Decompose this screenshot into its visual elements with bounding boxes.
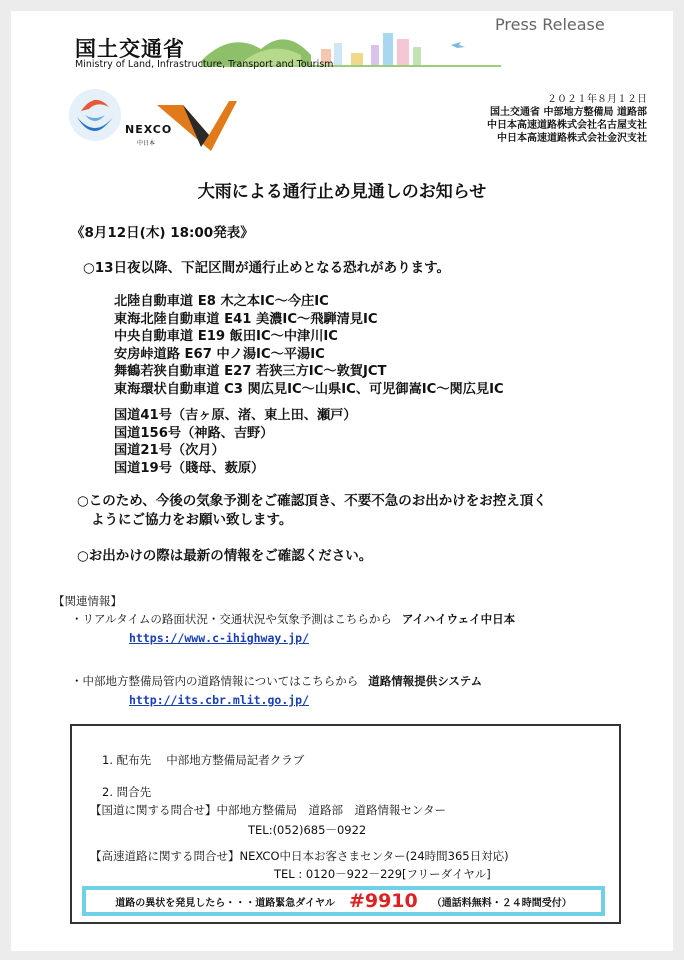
issuer-org: 中日本高速道路株式会社名古屋支社	[487, 120, 647, 131]
contact-box	[70, 724, 621, 924]
expressway-item: 舞鶴若狭自動車道 E27 若狭三方IC～敦賀JCT	[114, 364, 387, 379]
issue-date: ２０２１年８月１２日	[547, 94, 647, 105]
related-service-name: 道路情報提供システム	[368, 674, 483, 688]
related-info-item	[71, 611, 515, 627]
distribution-info: 1. 配布先 中部地方整備局記者クラブ	[102, 753, 305, 767]
expressway-item: 東海北陸自動車道 E41 美濃IC～飛騨清見IC	[114, 311, 378, 327]
expressway-list	[114, 293, 504, 398]
request-notice-line: ようにご協力をお願い致します。	[91, 512, 293, 528]
nexco-name: NEXCO	[125, 123, 173, 136]
publish-time: 《8月12日(木) 18:00発表》	[71, 225, 254, 241]
expressway-item: 安房峠道路 E67 中ノ湯IC～平湯IC	[114, 346, 325, 362]
national-road-inquiry: 【国道に関する問合せ】中部地方整備局 道路部 道路情報センター	[90, 803, 447, 817]
request-notice	[77, 492, 547, 530]
issuer-org: 国土交通省 中部地方整備局 道路部	[490, 107, 647, 118]
inquiry-label: 2. 問合先	[102, 785, 152, 799]
emergency-dial-banner	[82, 886, 605, 916]
national-road-item: 国道41号（吉ヶ原、渚、東上田、瀬戸）	[114, 408, 357, 423]
emergency-dial-text: 道路の異状を発見したら・・・道路緊急ダイヤル	[115, 897, 335, 909]
related-info-heading: 【関連情報】	[53, 594, 122, 608]
related-info-item	[71, 673, 482, 689]
nexco-sub: 中日本	[137, 140, 156, 147]
request-notice-line: ○このため、今後の気象予測をご確認頂き、不要不急のお出かけをお控え頂く	[77, 493, 547, 509]
latest-info-notice: ○お出かけの際は最新の情報をご確認ください。	[77, 548, 373, 564]
document-title: 大雨による通行止め見通しのお知らせ	[197, 182, 487, 202]
emergency-dial-note: （通話料無料・２４時間受付）	[431, 897, 572, 909]
national-road-item: 国道19号（賤母、薮原）	[114, 460, 265, 476]
national-road-tel: TEL:(052)685－0922	[248, 823, 367, 837]
related-info-text: ・中部地方整備局管内の道路情報についてはこちらから	[71, 674, 359, 688]
related-service-name: アイハイウェイ中日本	[401, 612, 516, 626]
ministry-name: 国土交通省	[75, 37, 185, 61]
expressway-inquiry: 【高速道路に関する問合せ】NEXCO中日本お客さまセンター(24時間365日対応)	[90, 849, 509, 863]
expressway-item: 北陸自動車道 E8 木之本IC～今庄IC	[114, 294, 329, 309]
national-road-list	[114, 407, 357, 477]
closure-notice: ○13日夜以降、下記区間が通行止めとなる恐れがあります。	[83, 260, 450, 276]
issuer-org: 中日本高速道路株式会社金沢支社	[497, 133, 647, 144]
national-road-item: 国道21号（次月）	[114, 443, 225, 458]
emergency-dial-number: #9910	[348, 890, 418, 912]
expressway-tel: TEL : 0120－922－229[フリーダイヤル]	[274, 867, 491, 881]
press-release-page	[11, 11, 673, 951]
ministry-english-name: Ministry of Land, Infrastructure, Transport and Tourism	[75, 59, 334, 70]
expressway-item: 中央自動車道 E19 飯田IC～中津川IC	[114, 329, 338, 344]
issuer-block	[487, 93, 647, 145]
road-info-link[interactable]: http://its.cbr.mlit.go.jp/	[129, 693, 310, 707]
mlit-logo-icon	[67, 87, 123, 143]
related-info-text: ・リアルタイムの路面状況・交通状況や気象予測はこちらから	[71, 612, 392, 626]
national-road-item: 国道156号（神路、吉野）	[114, 425, 274, 441]
press-release-label: Press Release	[495, 15, 605, 34]
ihighway-link[interactable]: https://www.c-ihighway.jp/	[129, 631, 310, 645]
expressway-item: 東海環状自動車道 C3 関広見IC～山県IC、可児御嵩IC～関広見IC	[114, 381, 504, 397]
